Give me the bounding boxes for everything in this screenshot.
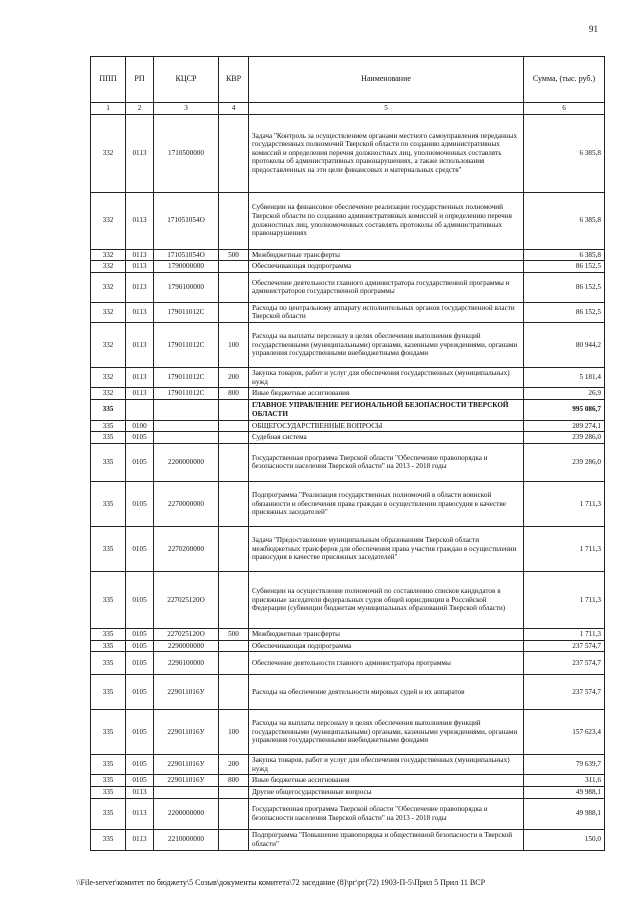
cell-kvr: 200 — [219, 755, 249, 775]
cell-ppp: 332 — [91, 261, 126, 273]
cell-ppp: 335 — [91, 526, 126, 571]
cell-kcsr: 227025120О — [154, 628, 219, 640]
cell-kcsr — [154, 399, 219, 420]
cell-rp: 0113 — [126, 261, 154, 273]
cell-ppp: 332 — [91, 114, 126, 192]
cell-ppp: 335 — [91, 399, 126, 420]
cell-sum: 237 574,7 — [524, 675, 605, 710]
cell-name: Подпрограмма "Реализация государственных полномочий в области воинской обязанности и обеспечения права граждан в осуществлении правосудия в качестве присяжных заседателей" — [249, 481, 524, 526]
cell-name: Государственная программа Тверской области "Обеспечение правопорядка и безопасности населения Тверской области" на 2013 - 2018 годы — [249, 443, 524, 481]
cell-kcsr: 229011016У — [154, 710, 219, 755]
cell-rp: 0105 — [126, 710, 154, 755]
cell-name: Обеспечение деятельности главного администратора программы — [249, 652, 524, 675]
cell-name: Расходы на выплаты персоналу в целях обеспечения выполнения функций государственными (муниципальными) органами, казенными учреждениями, органами управления государственными внебюджетными фондами — [249, 710, 524, 755]
cell-kvr — [219, 652, 249, 675]
cell-rp: 0105 — [126, 481, 154, 526]
cell-name: Иные бюджетные ассигнования — [249, 388, 524, 400]
cell-kvr — [219, 192, 249, 249]
table-row — [91, 571, 605, 628]
cell-kcsr: 2200000000 — [154, 443, 219, 481]
header-row — [91, 57, 605, 103]
table-row — [91, 261, 605, 273]
table-row — [91, 786, 605, 798]
table-row — [91, 399, 605, 420]
cell-name: ГЛАВНОЕ УПРАВЛЕНИЕ РЕГИОНАЛЬНОЙ БЕЗОПАСНОСТИ ТВЕРСКОЙ ОБЛАСТИ — [249, 399, 524, 420]
cell-rp: 0105 — [126, 628, 154, 640]
file-path-footer: \\File-server\комитет по бюджету\5 Созыв\документы комитета\72 заседание (8)\рг\рг(72) 1903-П-5\Прил 5 Прил 11 ВСР — [76, 878, 486, 887]
cell-kvr: 500 — [219, 249, 249, 261]
cell-kcsr: 2270200000 — [154, 526, 219, 571]
cell-ppp: 332 — [91, 192, 126, 249]
cell-kvr — [219, 675, 249, 710]
column-number: 2 — [126, 103, 154, 115]
cell-sum: 239 286,0 — [524, 432, 605, 444]
cell-sum: 5 181,4 — [524, 367, 605, 387]
cell-kcsr: 229011016У — [154, 675, 219, 710]
cell-ppp: 335 — [91, 628, 126, 640]
table-row — [91, 420, 605, 432]
column-number-row — [91, 103, 605, 115]
cell-sum: 86 152,5 — [524, 272, 605, 302]
cell-rp: 0105 — [126, 652, 154, 675]
table-row — [91, 249, 605, 261]
cell-kcsr: 1790000000 — [154, 261, 219, 273]
table-row — [91, 302, 605, 322]
cell-sum: 995 086,7 — [524, 399, 605, 420]
cell-ppp: 332 — [91, 302, 126, 322]
cell-kcsr: 179011012С — [154, 367, 219, 387]
cell-kvr — [219, 640, 249, 652]
cell-sum: 49 988,1 — [524, 786, 605, 798]
header-name: Наименование — [249, 57, 524, 103]
header-sum: Сумма, (тыс. руб.) — [524, 57, 605, 103]
cell-sum: 49 988,1 — [524, 798, 605, 829]
cell-kcsr: 2200000000 — [154, 798, 219, 829]
cell-ppp: 335 — [91, 798, 126, 829]
cell-kcsr: 229011016У — [154, 775, 219, 787]
cell-name: Иные бюджетные ассигнования — [249, 775, 524, 787]
cell-rp: 0113 — [126, 367, 154, 387]
cell-name: Расходы на обеспечение деятельности мировых судей и их аппаратов — [249, 675, 524, 710]
cell-rp: 0105 — [126, 571, 154, 628]
cell-ppp: 332 — [91, 388, 126, 400]
page-number: 91 — [589, 24, 598, 34]
cell-rp: 0113 — [126, 786, 154, 798]
table-row — [91, 388, 605, 400]
cell-sum: 1 711,3 — [524, 526, 605, 571]
header-kcsr: КЦСР — [154, 57, 219, 103]
table-row — [91, 710, 605, 755]
cell-ppp: 335 — [91, 652, 126, 675]
cell-name: Судебная система — [249, 432, 524, 444]
table-row — [91, 322, 605, 367]
table-row — [91, 628, 605, 640]
table-row — [91, 775, 605, 787]
cell-kvr: 500 — [219, 628, 249, 640]
cell-kvr — [219, 399, 249, 420]
cell-sum: 86 152,5 — [524, 302, 605, 322]
cell-name: Задача "Контроль за осуществлением органами местного самоуправления переданных государственных полномочий Тверской области по созданию административных комиссий и определения перечня должностных лиц, уполномоченных составлять протоколы об административных правонарушениях, а также использования предоставленных на эти цели финансовых и материальных средств" — [249, 114, 524, 192]
table-row — [91, 367, 605, 387]
table-row — [91, 640, 605, 652]
table-row — [91, 755, 605, 775]
cell-rp: 0105 — [126, 755, 154, 775]
cell-name: Обеспечение деятельности главного администратора государственной программы и администраторов государственной программы — [249, 272, 524, 302]
column-number: 6 — [524, 103, 605, 115]
table-body — [91, 114, 605, 850]
cell-kcsr: 227025120О — [154, 571, 219, 628]
header-kvr: КВР — [219, 57, 249, 103]
column-number: 4 — [219, 103, 249, 115]
cell-sum: 80 944,2 — [524, 322, 605, 367]
cell-sum: 239 286,0 — [524, 443, 605, 481]
cell-ppp: 332 — [91, 272, 126, 302]
header-rp: РП — [126, 57, 154, 103]
table-row — [91, 192, 605, 249]
cell-sum: 157 623,4 — [524, 710, 605, 755]
cell-ppp: 332 — [91, 322, 126, 367]
cell-rp: 0113 — [126, 272, 154, 302]
cell-rp: 0113 — [126, 388, 154, 400]
cell-kvr — [219, 420, 249, 432]
cell-kcsr: 2290000000 — [154, 640, 219, 652]
cell-name: Субвенции на осуществление полномочий по составлению списков кандидатов в присяжные заседатели федеральных судов общей юрисдикции в Российской Федерации (субвенции бюджетам муниципальных образований Тверской области) — [249, 571, 524, 628]
cell-sum: 79 639,7 — [524, 755, 605, 775]
table-row — [91, 829, 605, 850]
table-row — [91, 443, 605, 481]
cell-kvr — [219, 114, 249, 192]
table-row — [91, 481, 605, 526]
cell-rp: 0105 — [126, 526, 154, 571]
cell-kcsr — [154, 432, 219, 444]
cell-kvr — [219, 571, 249, 628]
cell-rp: 0105 — [126, 443, 154, 481]
header-ppp: ППП — [91, 57, 126, 103]
cell-kcsr — [154, 786, 219, 798]
cell-kvr — [219, 786, 249, 798]
cell-name: Расходы по центральному аппарату исполнительных органов государственной власти Тверской области — [249, 302, 524, 322]
cell-kcsr: 2290100000 — [154, 652, 219, 675]
cell-name: Обеспечивающая подпрограмма — [249, 261, 524, 273]
cell-sum: 237 574,7 — [524, 652, 605, 675]
cell-sum: 6 385,8 — [524, 192, 605, 249]
cell-kvr: 100 — [219, 322, 249, 367]
cell-sum: 1 711,3 — [524, 481, 605, 526]
cell-ppp: 335 — [91, 675, 126, 710]
cell-name: Закупка товаров, работ и услуг для обеспечения государственных (муниципальных) нужд — [249, 755, 524, 775]
cell-kcsr: 229011016У — [154, 755, 219, 775]
cell-name: Другие общегосударственные вопросы — [249, 786, 524, 798]
cell-ppp: 335 — [91, 786, 126, 798]
cell-kcsr: 2210000000 — [154, 829, 219, 850]
cell-name: Подпрограмма "Повышение правопорядка и общественной безопасности в Тверской области" — [249, 829, 524, 850]
table-row — [91, 432, 605, 444]
cell-ppp: 335 — [91, 775, 126, 787]
cell-kvr: 800 — [219, 388, 249, 400]
cell-rp: 0113 — [126, 322, 154, 367]
cell-kvr — [219, 829, 249, 850]
cell-sum: 1 711,3 — [524, 628, 605, 640]
cell-kvr — [219, 798, 249, 829]
cell-sum: 1 711,3 — [524, 571, 605, 628]
cell-kvr: 200 — [219, 367, 249, 387]
column-number: 3 — [154, 103, 219, 115]
cell-rp — [126, 399, 154, 420]
cell-ppp: 335 — [91, 571, 126, 628]
cell-rp: 0105 — [126, 432, 154, 444]
cell-ppp: 335 — [91, 443, 126, 481]
cell-kvr — [219, 302, 249, 322]
cell-kvr: 800 — [219, 775, 249, 787]
cell-ppp: 335 — [91, 710, 126, 755]
cell-ppp: 335 — [91, 432, 126, 444]
cell-kcsr: 171051054О — [154, 192, 219, 249]
cell-rp: 0105 — [126, 775, 154, 787]
cell-rp: 0113 — [126, 114, 154, 192]
table-row — [91, 114, 605, 192]
cell-ppp: 335 — [91, 640, 126, 652]
column-number: 1 — [91, 103, 126, 115]
cell-kvr — [219, 481, 249, 526]
table-row — [91, 798, 605, 829]
cell-ppp: 332 — [91, 367, 126, 387]
cell-rp: 0105 — [126, 640, 154, 652]
cell-sum: 237 574,7 — [524, 640, 605, 652]
cell-sum: 150,0 — [524, 829, 605, 850]
cell-ppp: 332 — [91, 249, 126, 261]
cell-kcsr: 1710500000 — [154, 114, 219, 192]
cell-kvr — [219, 272, 249, 302]
cell-kvr — [219, 261, 249, 273]
cell-kcsr — [154, 420, 219, 432]
cell-sum: 6 385,8 — [524, 114, 605, 192]
cell-ppp: 335 — [91, 829, 126, 850]
cell-kcsr: 1790100000 — [154, 272, 219, 302]
column-number: 5 — [249, 103, 524, 115]
cell-name: Закупка товаров, работ и услуг для обеспечения государственных (муниципальных) нужд — [249, 367, 524, 387]
cell-rp: 0113 — [126, 798, 154, 829]
cell-rp: 0113 — [126, 829, 154, 850]
cell-rp: 0105 — [126, 675, 154, 710]
cell-rp: 0113 — [126, 302, 154, 322]
table-row — [91, 652, 605, 675]
cell-kcsr: 179011012С — [154, 322, 219, 367]
cell-name: Межбюджетные трансферты — [249, 628, 524, 640]
cell-kvr — [219, 432, 249, 444]
cell-kvr — [219, 526, 249, 571]
cell-rp: 0100 — [126, 420, 154, 432]
cell-kvr: 100 — [219, 710, 249, 755]
cell-name: Расходы на выплаты персоналу в целях обеспечения выполнения функций государственными (муниципальными) органами, казенными учреждениями, органами управления государственными внебюджетными фондами — [249, 322, 524, 367]
table-row — [91, 675, 605, 710]
cell-sum: 311,6 — [524, 775, 605, 787]
table-row — [91, 272, 605, 302]
cell-name: Обеспечивающая подпрограмма — [249, 640, 524, 652]
table-row — [91, 526, 605, 571]
cell-kcsr: 179011012С — [154, 388, 219, 400]
cell-kcsr: 2270000000 — [154, 481, 219, 526]
cell-name: ОБЩЕГОСУДАРСТВЕННЫЕ ВОПРОСЫ — [249, 420, 524, 432]
cell-kcsr: 171051054О — [154, 249, 219, 261]
cell-kcsr: 179011012С — [154, 302, 219, 322]
budget-table — [90, 56, 605, 851]
cell-sum: 6 385,8 — [524, 249, 605, 261]
cell-name: Субвенции на финансовое обеспечение реализации государственных полномочий Тверской области по созданию административных комиссий и определению перечня должностных лиц, уполномоченных составлять протоколы об административных правонарушениях — [249, 192, 524, 249]
cell-rp: 0113 — [126, 249, 154, 261]
cell-rp: 0113 — [126, 192, 154, 249]
cell-sum: 289 274,1 — [524, 420, 605, 432]
cell-sum: 26,9 — [524, 388, 605, 400]
cell-ppp: 335 — [91, 481, 126, 526]
cell-kvr — [219, 443, 249, 481]
cell-name: Задача "Предоставление муниципальным образованиям Тверской области межбюджетных трансферов для обеспечения права участия граждан в осуществлении правосудия в качестве присяжных заседателей" — [249, 526, 524, 571]
cell-name: Межбюджетные трансферты — [249, 249, 524, 261]
cell-ppp: 335 — [91, 420, 126, 432]
cell-name: Государственная программа Тверской области "Обеспечение правопорядка и безопасности населения Тверской области" на 2013 - 2018 годы — [249, 798, 524, 829]
cell-sum: 86 152,5 — [524, 261, 605, 273]
cell-ppp: 335 — [91, 755, 126, 775]
